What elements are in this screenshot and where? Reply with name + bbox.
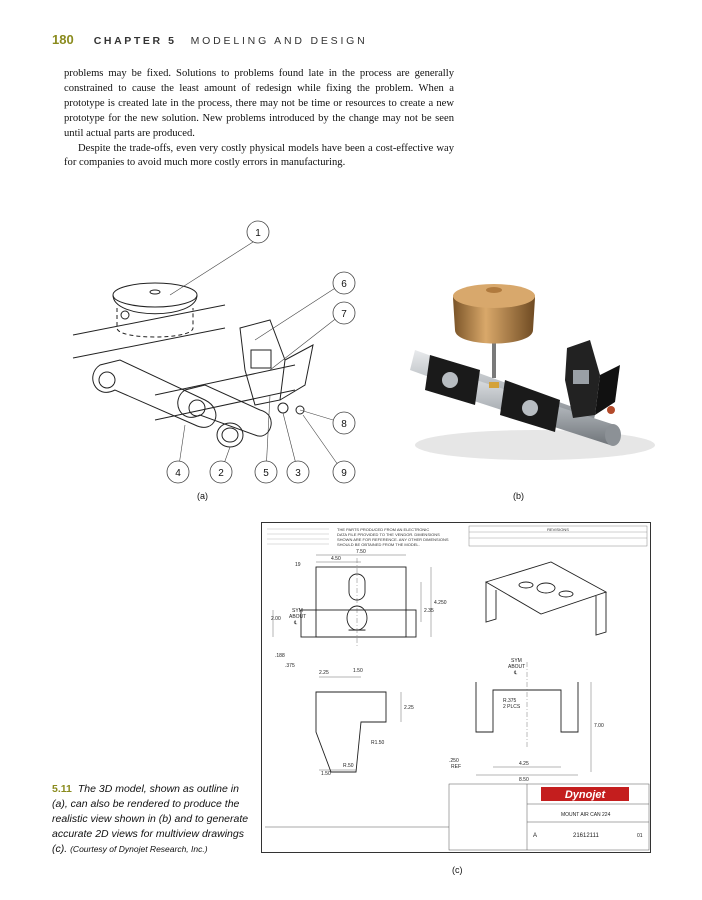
figure-label-c: (c) (452, 865, 463, 875)
dim-225b: 2.25 (404, 705, 414, 711)
caption-number: 5.11 (52, 783, 72, 795)
callout-2: 2 (218, 468, 224, 479)
leader-1 (170, 242, 253, 295)
dim-750: 7.50 (356, 549, 366, 555)
running-header (52, 31, 368, 47)
figure-a-outline-model (55, 210, 385, 490)
callout-4: 4 (175, 468, 181, 479)
drawing-note-3: SHOWN ARE FOR REFERENCE. ANY OTHER DIMENSIONS (337, 537, 449, 542)
drawing-revision: 01 (637, 833, 643, 839)
sym-label-top: SYM (292, 608, 303, 614)
body-text (64, 67, 454, 171)
bracket (240, 320, 285, 405)
dim-19: 19 (295, 562, 301, 568)
side-plate-left (93, 360, 216, 427)
leader-7 (270, 313, 343, 370)
bolt (278, 403, 288, 413)
render-bracket-slot (573, 370, 589, 384)
dim-700: 7.00 (594, 723, 604, 729)
callout-6: 6 (341, 279, 347, 290)
drawing-border (262, 523, 651, 853)
render-hole-1 (442, 372, 458, 388)
chapter-title: MODELING AND DESIGN (190, 35, 368, 47)
drawing-note-1: THE PARTS PRODUCED FROM AN ELECTRONIC (337, 527, 430, 532)
figure-c-multiview-drawing (261, 522, 651, 853)
tube-end (217, 423, 243, 447)
tube-end-inner (222, 428, 238, 442)
page-number: 180 (52, 32, 74, 47)
paragraph-1: problems may be fixed. Solutions to problems found late in the process are generally constrained to cause the least amount of redesign while fixing the problem. When a prototype is created late in the process, there may not be time or resources to create a new prototype for the new solution. New problems introduced by the change may not be seen until actual parts are produced. (64, 68, 454, 139)
sym-label-side: SYM (511, 658, 522, 664)
bracket-slot (251, 350, 271, 368)
leader-6 (255, 283, 343, 340)
callout-1: 1 (255, 228, 261, 239)
figure-b-rendered-model (385, 270, 665, 470)
caption-text: The 3D model, shown as outline in (a), can also be rendered to produce the realistic view shown in (b) and to generate accurate 2D views for multiview drawings (c). (52, 783, 249, 855)
caption-credit: (Courtesy of Dynojet Research, Inc.) (70, 844, 208, 854)
dim-450: 4.50 (331, 556, 341, 562)
side-plate-front (178, 385, 271, 436)
radius-50: R.50 (343, 763, 354, 769)
radius-375: R.375 (503, 698, 517, 704)
render-pin (607, 406, 615, 414)
dim-425: 4.25 (519, 761, 529, 767)
callout-7: 7 (341, 309, 347, 320)
callout-5: 5 (263, 468, 269, 479)
dim-188: .188 (275, 653, 285, 659)
drawing-size: A (533, 833, 538, 839)
dim-ref: REF (451, 764, 461, 770)
paragraph-2: Despite the trade-offs, even very costly physical models have been a cost-effective way for companies to avoid much more costly errors in manufacturing. (64, 142, 454, 169)
drawing-note-4: SHOULD BE OBTAINED FROM THE MODEL. (337, 542, 420, 547)
render-post (492, 338, 496, 378)
radius-150: R1.50 (371, 740, 385, 746)
callout-3: 3 (295, 468, 301, 479)
dim-4250: 4.250 (434, 600, 447, 606)
drawing-number: 21612111 (573, 833, 599, 839)
tube-upper-top (73, 305, 225, 335)
render-brass-fitting (489, 382, 499, 388)
tube-lower-top (155, 365, 295, 395)
part-name: MOUNT AIR CAN 224 (561, 812, 611, 818)
render-hole-2 (522, 400, 538, 416)
dim-150b: 1.50 (321, 771, 331, 777)
dim-250: .250 (449, 758, 459, 764)
render-tube-end (605, 424, 621, 446)
dim-375: .375 (285, 663, 295, 669)
tube-upper-bottom (73, 328, 225, 358)
plate-hole-1 (99, 372, 115, 388)
callout-8: 8 (341, 419, 347, 430)
dim-235: 2.35 (424, 608, 434, 614)
about-label-side: ABOUT (508, 664, 526, 670)
air-can-knob (150, 290, 160, 294)
air-can-fitting (121, 311, 129, 319)
cl-label-side: ℄ (514, 670, 518, 676)
about-label-top: ABOUT (289, 614, 307, 620)
air-can-top (113, 283, 197, 307)
dim-225: 2.25 (319, 670, 329, 676)
callout-9: 9 (341, 468, 347, 479)
radius-plcs: 2 PLCS (503, 704, 521, 710)
figure-caption (52, 782, 252, 857)
dim-200: 2.00 (271, 616, 281, 622)
plate-hole-2 (189, 400, 205, 416)
revision-title: REVISIONS (547, 527, 569, 532)
cl-label-top: ℄ (294, 620, 298, 626)
dim-150: 1.50 (353, 668, 363, 674)
drawing-note-2: DATA FILE PROVIDED TO THE VENDOR. DIMENSIONS (337, 532, 440, 537)
figure-label-a: (a) (197, 491, 208, 501)
render-air-can-knob (486, 287, 502, 293)
dim-850: 8.50 (519, 777, 529, 783)
figure-label-b: (b) (513, 491, 524, 501)
dynojet-logo: Dynojet (564, 789, 606, 801)
chapter-label: CHAPTER 5 (93, 35, 177, 47)
